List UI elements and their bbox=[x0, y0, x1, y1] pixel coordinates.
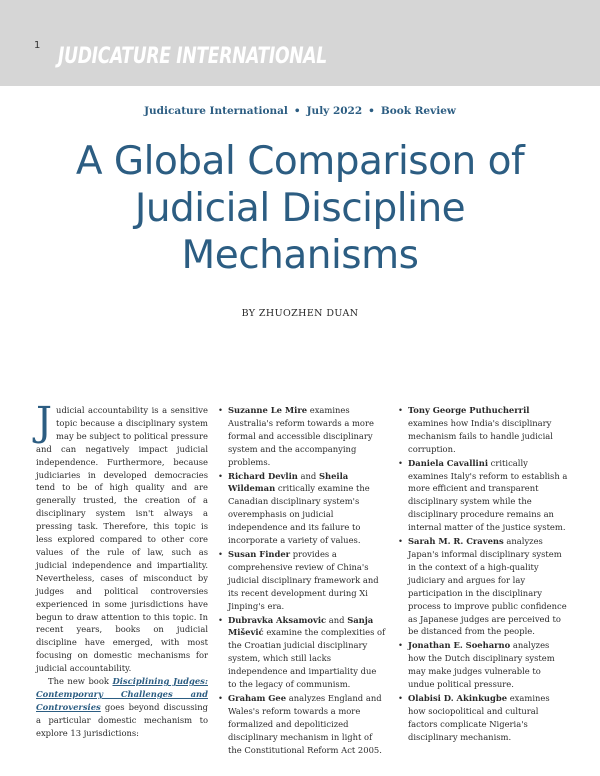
contributor-entry bbox=[218, 404, 386, 469]
contributor-name: Richard Devlin bbox=[228, 470, 298, 481]
bullet-icon: • bbox=[218, 614, 223, 625]
contributor-summary: provides a comprehensive review of China's judicial disciplinary framework and its recent development during Xi Jinping's era. bbox=[228, 548, 379, 611]
kicker-section: Book Review bbox=[380, 105, 456, 117]
bullet-icon: • bbox=[218, 692, 223, 703]
header-banner bbox=[0, 0, 600, 86]
page-number: 1 bbox=[34, 40, 41, 51]
kicker-date: July 2022 bbox=[306, 105, 363, 117]
bullet-icon: • bbox=[398, 457, 403, 468]
contributor-name: Susan Finder bbox=[228, 548, 291, 559]
contributor-entry bbox=[398, 404, 568, 456]
book-paragraph-lead: The new book bbox=[48, 676, 113, 687]
byline: BY ZHUOZHEN DUAN bbox=[241, 308, 359, 319]
article-kicker bbox=[0, 105, 600, 117]
kicker-publication: Judicature International bbox=[144, 105, 288, 117]
contributor-name: Daniela Cavallini bbox=[408, 457, 489, 468]
intro-column bbox=[36, 399, 208, 740]
bullet-icon: • bbox=[398, 640, 403, 651]
contributor-entry bbox=[398, 639, 568, 691]
bullet-icon: • bbox=[218, 548, 223, 559]
contributor-summary: analyzes Japan's informal disciplinary system in the context of a high-quality judiciary and argues for lay participation in the disciplinary process to improve public confidence as Japanese judges are perceived to be distanced from the people. bbox=[408, 536, 567, 637]
contributor-summary: analyzes how the Dutch disciplinary system may make judges vulnerable to undue political pressure. bbox=[408, 640, 555, 690]
intro-paragraph-text: udicial accountability is a sensitive topic because a disciplinary system may be subject to political pressure and can negatively impact judicial independence. Furthermore, because judiciaries in developed democracies tend to be of high quality and are generally trusted, the creation of a disciplinary system isn't always a pressing task. Therefore, this topic is less explored compared to other core values of the rule of law, such as judicial independence and impartiality. Nevertheless, cases of misconduct by judges and political controversies experienced in some jurisdictions have begun to draw attention to this topic. In recent years, books on judicial discipline have emerged, with most focusing on domestic mechanisms for judicial accountability. bbox=[36, 405, 208, 674]
contributor-entry bbox=[218, 470, 386, 547]
contributor-name: Dubravka Aksamovic bbox=[228, 614, 327, 625]
contributor-name: Sanja Mišević bbox=[228, 614, 374, 638]
contributor-entry bbox=[398, 535, 568, 638]
book-title-link[interactable]: Disciplining Judges: Contemporary Challenges and Controversies bbox=[36, 676, 208, 712]
contributor-list bbox=[218, 404, 386, 756]
contributor-summary: critically examines Italy's reform to establish a more efficient and transparent disciplinary system while the disciplinary procedure remains an internal matter of the justice system. bbox=[408, 457, 568, 533]
intro-paragraph bbox=[36, 399, 208, 675]
journal-brand: JUDICATURE INTERNATIONAL bbox=[58, 44, 327, 69]
contributor-entry bbox=[398, 692, 568, 744]
contributor-name: Sarah M. R. Cravens bbox=[408, 536, 504, 547]
bullet-icon: • bbox=[398, 405, 403, 415]
kicker-separator: • bbox=[368, 105, 375, 117]
contributor-summary: critically examine the Canadian disciplinary system's overemphasis on judicial independence and its failure to incorporate a variety of values. bbox=[228, 483, 370, 546]
contributor-summary: examines Australia's reform towards a more formal and accessible disciplinary system and the accompanying problems. bbox=[228, 405, 374, 467]
drop-cap: J bbox=[36, 399, 53, 445]
contributor-list bbox=[398, 404, 568, 744]
bullet-icon: • bbox=[398, 536, 403, 547]
kicker-separator: • bbox=[293, 105, 301, 117]
contributor-name: Graham Gee bbox=[228, 692, 287, 703]
name-connector: and bbox=[297, 470, 319, 481]
book-paragraph bbox=[36, 675, 208, 740]
contributor-entry bbox=[218, 614, 386, 691]
contributor-name: Olabisi D. Akinkugbe bbox=[408, 692, 508, 703]
entries-column-middle bbox=[218, 404, 386, 757]
contributor-entry bbox=[218, 548, 386, 613]
contributor-summary: examines how sociopolitical and cultural factors complicate Nigeria's disciplinary mechanism. bbox=[408, 692, 550, 742]
bullet-icon: • bbox=[398, 692, 403, 703]
entries-column-right bbox=[398, 404, 568, 745]
contributor-entry bbox=[398, 457, 568, 534]
book-paragraph-tail: goes beyond discussing a particular domestic mechanism to explore 13 jurisdictions: bbox=[36, 701, 208, 738]
contributor-name: Suzanne Le Mire bbox=[228, 405, 308, 415]
contributor-entry bbox=[218, 692, 386, 757]
name-connector: and bbox=[326, 614, 348, 625]
contributor-name: Sheila Wildeman bbox=[228, 470, 349, 494]
article-title: A Global Comparison of Judicial Discipline Mechanisms bbox=[75, 139, 525, 278]
contributor-summary: analyzes England and Wales's reform towards a more formalized and depoliticized disciplinary mechanism in light of the Constitutional Reform Act 2005. bbox=[228, 692, 382, 755]
bullet-icon: • bbox=[218, 405, 223, 415]
contributor-name: Tony George Puthucherril bbox=[408, 405, 530, 415]
contributor-summary: examines how India's disciplinary mechanism fails to handle judicial corruption. bbox=[408, 417, 553, 454]
bullet-icon: • bbox=[218, 470, 223, 481]
contributor-summary: examine the complexities of the Croatian judicial disciplinary system, which still lacks independence and impartiality due to the legacy of communism. bbox=[228, 627, 386, 690]
contributor-name: Jonathan E. Soeharno bbox=[408, 640, 511, 651]
